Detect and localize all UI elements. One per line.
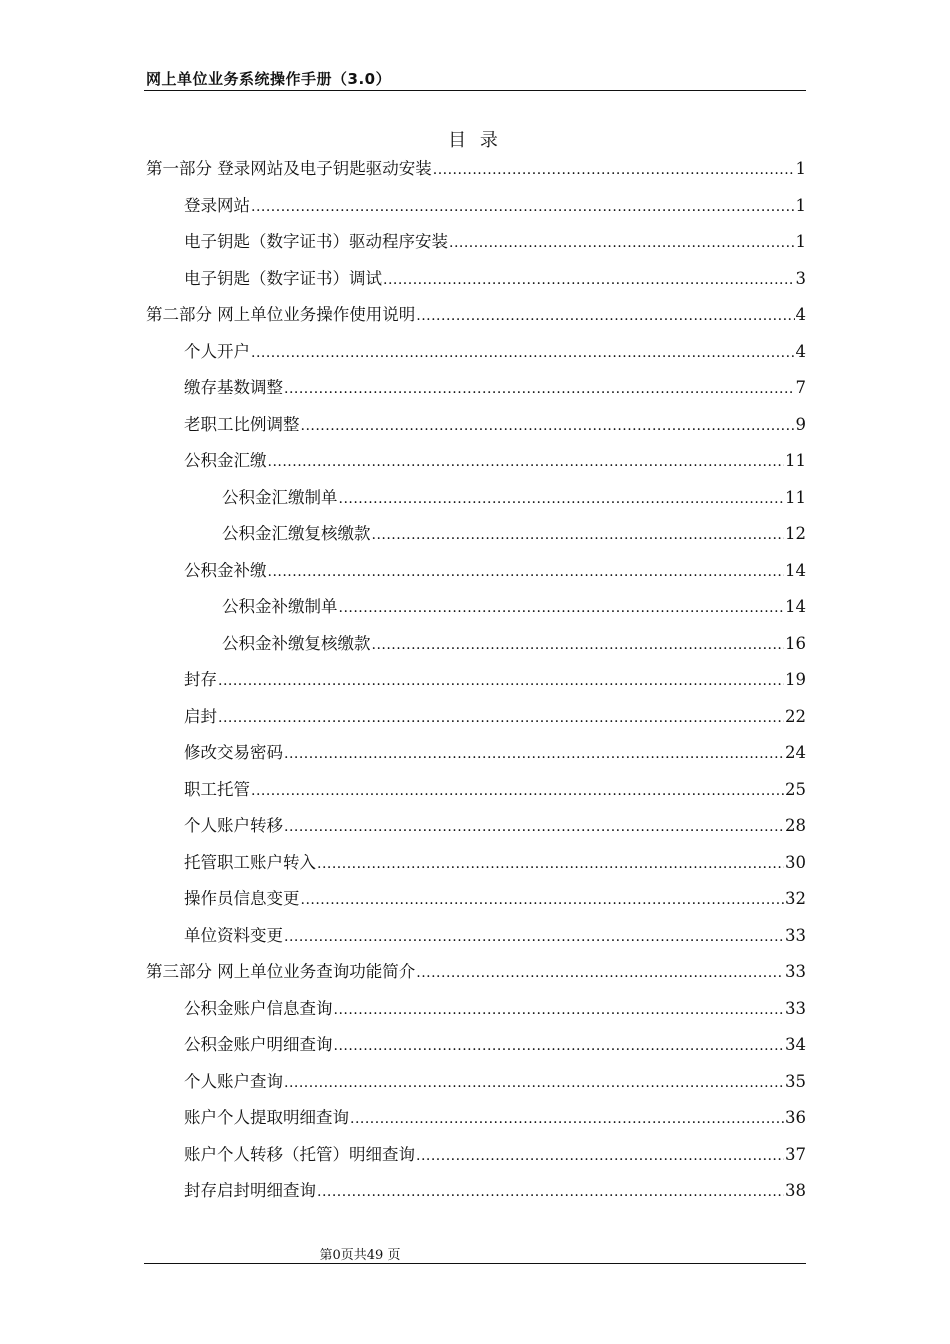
toc-entry-page: 28 [785, 816, 806, 835]
toc-dot-leader [301, 418, 795, 434]
toc-entry-page: 25 [785, 779, 806, 799]
toc-entry-page: 33 [785, 998, 806, 1018]
toc-entry-title: 封存启封明细查询 [184, 1181, 316, 1200]
toc-entry-title: 公积金补缴 [184, 560, 267, 580]
toc-entry[interactable] [184, 885, 806, 913]
toc-entry[interactable] [222, 593, 806, 621]
toc-entry-title: 账户个人提取明细查询 [184, 1108, 349, 1127]
toc-dot-leader [284, 819, 784, 835]
toc-entry[interactable] [184, 228, 806, 256]
toc-entry-page: 1 [795, 195, 806, 215]
toc-entry-title: 单位资料变更 [184, 925, 283, 945]
toc-dot-leader [339, 600, 785, 616]
toc-entry-page: 35 [785, 1071, 806, 1091]
toc-entry-page: 33 [785, 962, 806, 981]
document-header-title: 网上单位业务系统操作手册（3.0） [146, 70, 392, 88]
toc-entry[interactable] [184, 1031, 806, 1059]
toc-entry-page: 36 [785, 1108, 806, 1127]
toc-entry-title: 封存 [184, 670, 217, 689]
toc-entry[interactable] [184, 812, 806, 840]
toc-dot-leader [251, 199, 795, 215]
toc-entry-page: 1 [795, 159, 806, 178]
toc-dot-leader [268, 454, 785, 470]
toc-entry-page: 11 [785, 451, 806, 470]
toc-title: 目 录 [448, 130, 502, 151]
toc-entry-title: 公积金汇缴复核缴款 [222, 524, 371, 543]
toc-entry[interactable] [184, 1104, 806, 1132]
toc-entry-page: 37 [785, 1144, 806, 1164]
toc-entry-title: 操作员信息变更 [184, 889, 300, 908]
toc-entry-title: 第一部分 登录网站及电子钥匙驱动安装 [146, 159, 432, 178]
toc-dot-leader [334, 1038, 785, 1054]
toc-entry-page: 4 [795, 341, 806, 361]
toc-dot-leader [350, 1111, 784, 1127]
toc-entry[interactable] [184, 338, 806, 366]
toc-entry-page: 11 [785, 487, 806, 507]
toc-dot-leader [218, 673, 784, 689]
toc-entry-page: 7 [795, 378, 806, 397]
toc-entry-title: 公积金账户明细查询 [184, 1035, 333, 1054]
toc-entry-title: 启封 [184, 706, 217, 726]
toc-entry[interactable] [184, 411, 806, 439]
toc-dot-leader [251, 783, 784, 799]
toc-dot-leader [268, 564, 785, 580]
toc-dot-leader [416, 1148, 784, 1164]
toc-dot-leader [284, 1075, 784, 1091]
toc-entry-title: 公积金汇缴制单 [222, 487, 338, 507]
toc-entry[interactable] [184, 922, 806, 950]
toc-entry[interactable] [146, 958, 806, 986]
toc-dot-leader [416, 965, 784, 981]
toc-dot-leader [284, 929, 784, 945]
toc-dot-leader [372, 637, 785, 653]
toc-entry[interactable] [184, 374, 806, 402]
toc-entry-title: 账户个人转移（托管）明细查询 [184, 1144, 415, 1164]
toc-dot-leader [383, 272, 795, 288]
toc-entry-page: 4 [795, 305, 806, 324]
toc-entry-title: 托管职工账户转入 [184, 852, 316, 872]
toc-entry-page: 19 [785, 670, 806, 689]
toc-entry[interactable] [184, 776, 806, 804]
toc-entry-title: 公积金汇缴 [184, 451, 267, 470]
toc-entry[interactable] [184, 1141, 806, 1169]
toc-entry-page: 9 [795, 414, 806, 434]
toc-entry-title: 登录网站 [184, 195, 250, 215]
toc-entry-title: 公积金补缴复核缴款 [222, 633, 371, 653]
toc-entry-title: 公积金补缴制单 [222, 597, 338, 616]
toc-entry[interactable] [184, 739, 806, 767]
toc-entry-title: 个人账户查询 [184, 1071, 283, 1091]
toc-entry-page: 22 [785, 706, 806, 726]
toc-entry-title: 第三部分 网上单位业务查询功能简介 [146, 962, 416, 981]
toc-dot-leader [251, 345, 795, 361]
toc-entry-title: 老职工比例调整 [184, 414, 300, 434]
toc-dot-leader [416, 308, 794, 324]
toc-entry[interactable] [222, 484, 806, 512]
toc-entry[interactable] [184, 447, 806, 475]
header-divider [144, 90, 806, 91]
footer-divider [144, 1263, 806, 1264]
toc-entry-page: 33 [785, 925, 806, 945]
toc-entry-page: 12 [785, 524, 806, 543]
toc-entry[interactable] [146, 301, 806, 329]
toc-dot-leader [372, 527, 785, 543]
toc-entry[interactable] [184, 995, 806, 1023]
toc-dot-leader [317, 856, 784, 872]
toc-entry-title: 修改交易密码 [184, 743, 283, 762]
toc-entry-page: 32 [785, 889, 806, 908]
toc-entry[interactable] [184, 666, 806, 694]
toc-entry-page: 14 [785, 597, 806, 616]
toc-entry[interactable] [222, 520, 806, 548]
toc-entry-page: 34 [785, 1035, 806, 1054]
toc-dot-leader [433, 162, 795, 178]
toc-entry-page: 14 [785, 560, 806, 580]
toc-entry-page: 38 [785, 1181, 806, 1200]
toc-entry[interactable] [184, 1068, 806, 1096]
toc-entry[interactable] [146, 155, 806, 183]
toc-dot-leader [334, 1002, 785, 1018]
toc-entry[interactable] [222, 630, 806, 658]
toc-entry-title: 个人账户转移 [184, 816, 283, 835]
toc-entry-title: 职工托管 [184, 779, 250, 799]
toc-dot-leader [218, 710, 784, 726]
toc-dot-leader [339, 491, 785, 507]
toc-entry-page: 24 [785, 743, 806, 762]
toc-entry-title: 缴存基数调整 [184, 378, 283, 397]
toc-entry[interactable] [184, 265, 806, 293]
toc-entry-title: 电子钥匙（数字证书）调试 [184, 268, 382, 288]
toc-entry-page: 1 [795, 232, 806, 251]
toc-entry-page: 30 [785, 852, 806, 872]
toc-dot-leader [284, 746, 784, 762]
toc-dot-leader [301, 892, 785, 908]
toc-entry[interactable] [184, 192, 806, 220]
toc-entry-title: 公积金账户信息查询 [184, 998, 333, 1018]
toc-entry-page: 16 [785, 633, 806, 653]
toc-dot-leader [284, 381, 795, 397]
toc-dot-leader [449, 235, 795, 251]
toc-entry-title: 第二部分 网上单位业务操作使用说明 [146, 305, 416, 324]
toc-dot-leader [317, 1184, 784, 1200]
page-footer: 第0页共49 页 [319, 1248, 401, 1263]
toc-entry-page: 3 [795, 268, 806, 288]
toc-entry[interactable] [184, 849, 806, 877]
toc-entry-title: 电子钥匙（数字证书）驱动程序安装 [184, 232, 448, 251]
toc-entry-title: 个人开户 [184, 341, 250, 361]
toc-entry[interactable] [184, 1177, 806, 1205]
toc-entry[interactable] [184, 557, 806, 585]
toc-entry[interactable] [184, 703, 806, 731]
